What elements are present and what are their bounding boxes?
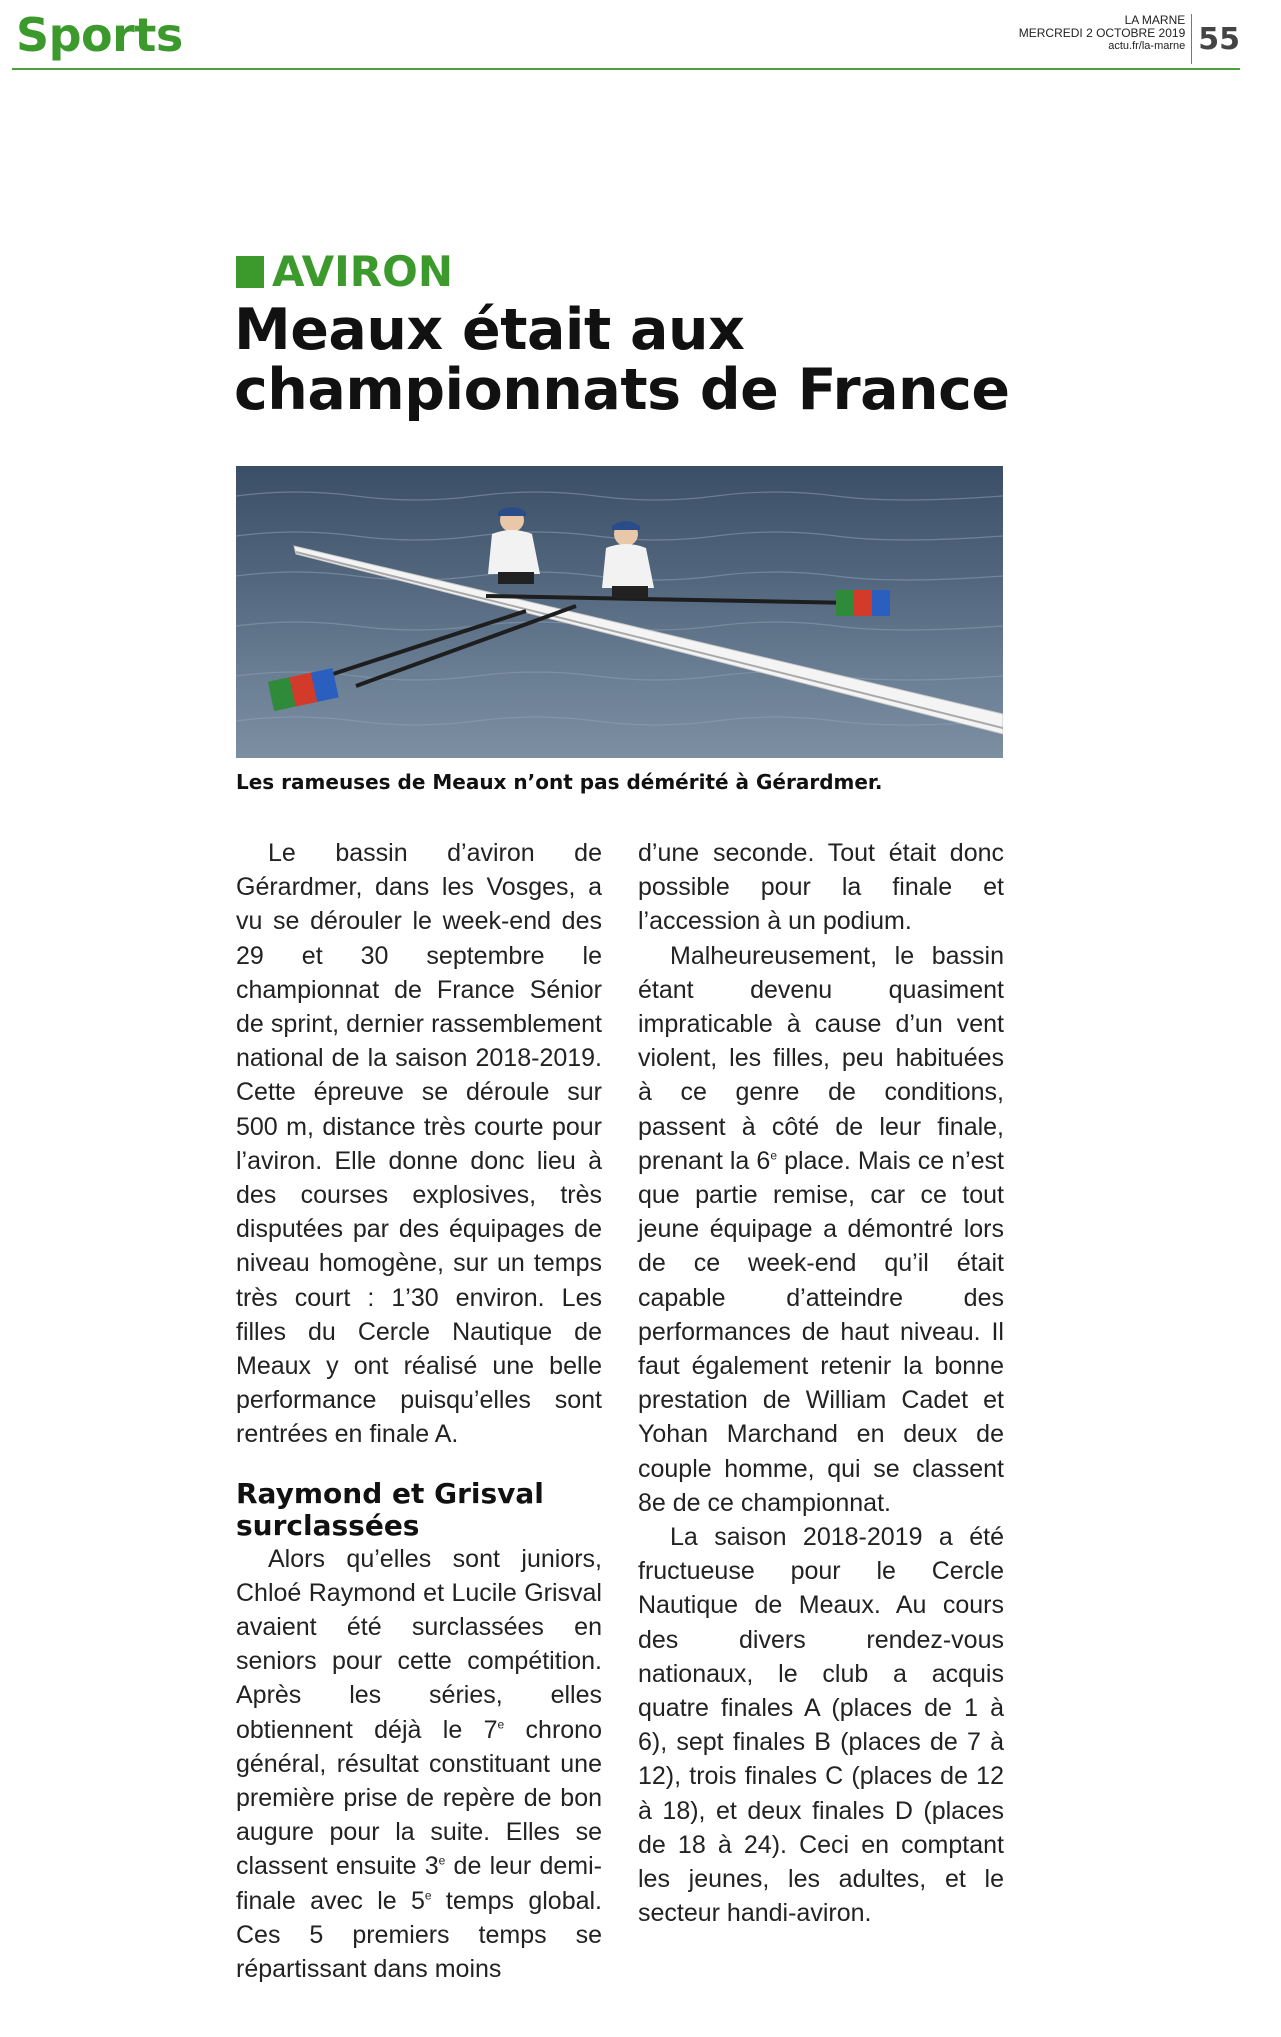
kicker-label: AVIRON	[272, 247, 453, 296]
rower	[488, 507, 540, 584]
header-meta	[1019, 14, 1240, 68]
page-header	[12, 8, 1240, 70]
paragraph: La saison 2018-2019 a été fructueuse pour le Cercle Nautique de Meaux. Au cours des divers rendez-vous nationaux, le club a acquis quatre finales A (places de 1 à 6), sept finales B (places de 7 à 12), trois finales C (places de 12 à 18), et deux finales D (places de 18 à 24). Ceci en comptant les jeunes, les adultes, et le secteur handi-aviron.	[638, 1523, 1004, 1928]
oar-blade	[836, 590, 890, 616]
article-column-2	[638, 836, 1004, 1931]
article-title: Meaux était aux championnats de France	[234, 297, 1010, 423]
section-name: Sports	[16, 8, 183, 62]
rowing-photo-illustration	[236, 466, 1003, 758]
website: actu.fr/la-marne	[1108, 40, 1186, 52]
photo-caption: Les rameuses de Meaux n’ont pas démérité à Gérardmer.	[236, 770, 883, 794]
green-square-icon	[236, 256, 264, 288]
publication-info	[1019, 14, 1193, 64]
newspaper-name: LA MARNE	[1124, 13, 1186, 27]
oar-blade	[268, 668, 339, 711]
paragraph: d’une seconde. Tout était donc possible pour la finale et l’accession à un podium.	[638, 839, 1004, 936]
article-column-1	[236, 836, 602, 1986]
paragraph: Alors qu’elles sont juniors, Chloé Raymond et Lucile Grisval avaient été surclassées en seniors pour cette compétition. Après les séries, elles obtiennent déjà le 7e chrono général, résultat constituant une première prise de repère de bon augure pour la suite. Elles se classent ensuite 3e de leur demi-finale avec le 5e temps global. Ces 5 premiers temps se répartissant dans moins	[236, 1544, 603, 1984]
article-photo	[236, 466, 1003, 758]
paragraph: Le bassin d’aviron de Gérardmer, dans les Vosges, a vu se dérouler le week-end des 29 et 30 septembre le championnat de France Sénior de sprint, dernier rassemblement national de la saison 2018-2019. Cette épreuve se déroule sur 500 m, distance très courte pour l’aviron. Elle donne donc lieu à des courses explosives, très disputées par des équipages de niveau homogène, sur un temps très court : 1’30 environ. Les filles du Cercle Nautique de Meaux y ont réalisé une belle performance puisqu’elles sont rentrées en finale A.	[236, 839, 602, 1449]
paragraph: Malheureusement, le bassin étant devenu quasiment impraticable à cause d’un vent violent, les filles, peu habituées à ce genre de conditions, passent à côté de leur finale, prenant la 6e place. Mais ce n’est que partie remise, car ce tout jeune équipage a démontré lors de ce week-end qu’il était capable d’atteindre des performances de haut niveau. Il faut également retenir la bonne prestation de William Cadet et Yohan Marchand en deux de couple homme, qui se classent 8e de ce championnat.	[638, 941, 1004, 1517]
article-kicker	[236, 247, 453, 296]
rower	[602, 521, 654, 598]
article-subhead: Raymond et Grisval surclassées	[236, 1476, 544, 1542]
page-number: 55	[1198, 22, 1240, 57]
issue-date: MERCREDI 2 OCTOBRE 2019	[1018, 26, 1186, 40]
